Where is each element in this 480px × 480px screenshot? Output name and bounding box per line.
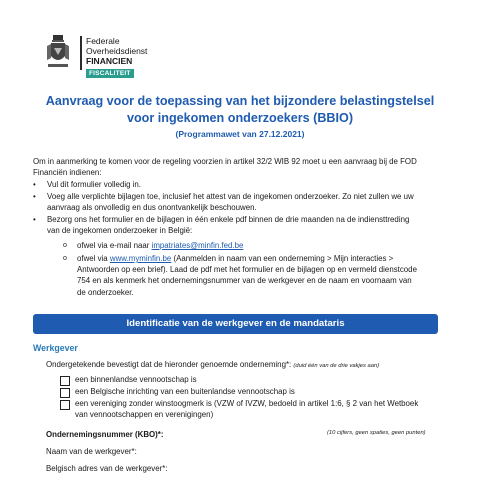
enterprise-number-label: Ondernemingsnummer (KBO)*: <box>46 430 164 439</box>
enterprise-number-note: (10 cijfers, geen spaties, geen punten) <box>327 430 426 436</box>
belgian-crest-icon <box>44 34 72 74</box>
intro-text: Om in aanmerking te komen voor de regeling voorzien in artikel 32/2 WIB 92 moet u een aanvraag bij de FOD Financiën indienen: <box>33 157 417 178</box>
fiscaliteit-badge: FISCALITEIT <box>86 69 134 78</box>
org-name: Federale Overheidsdienst FINANCIEN <box>86 36 148 66</box>
employer-address-label: Belgisch adres van de werkgever*: <box>46 464 168 473</box>
fod-financien-logo <box>44 34 184 80</box>
page-title: Aanvraag voor de toepassing van het bijzondere belastingstelsel voor ingekomen onderzoekers (BBIO) <box>45 94 435 125</box>
checkbox[interactable] <box>60 400 70 410</box>
logo-divider <box>80 36 82 70</box>
checkbox[interactable] <box>60 376 70 386</box>
declaration-text: Ondergetekende bevestigt dat de hieronder genoemde onderneming*: (duid één van de drie vakjes aan) <box>46 360 380 369</box>
employer-name-label: Naam van de werkgever*: <box>46 447 137 456</box>
section-header: Identificatie van de werkgever en de mandataris <box>33 314 438 334</box>
checkbox[interactable] <box>60 388 70 398</box>
email-link[interactable]: impatriates@minfin.fed.be <box>151 241 244 250</box>
werkgever-heading: Werkgever <box>33 343 78 353</box>
myminfin-link[interactable]: www.myminfin.be <box>109 254 172 263</box>
page-subtitle: (Programmawet van 27.12.2021) <box>175 129 305 139</box>
